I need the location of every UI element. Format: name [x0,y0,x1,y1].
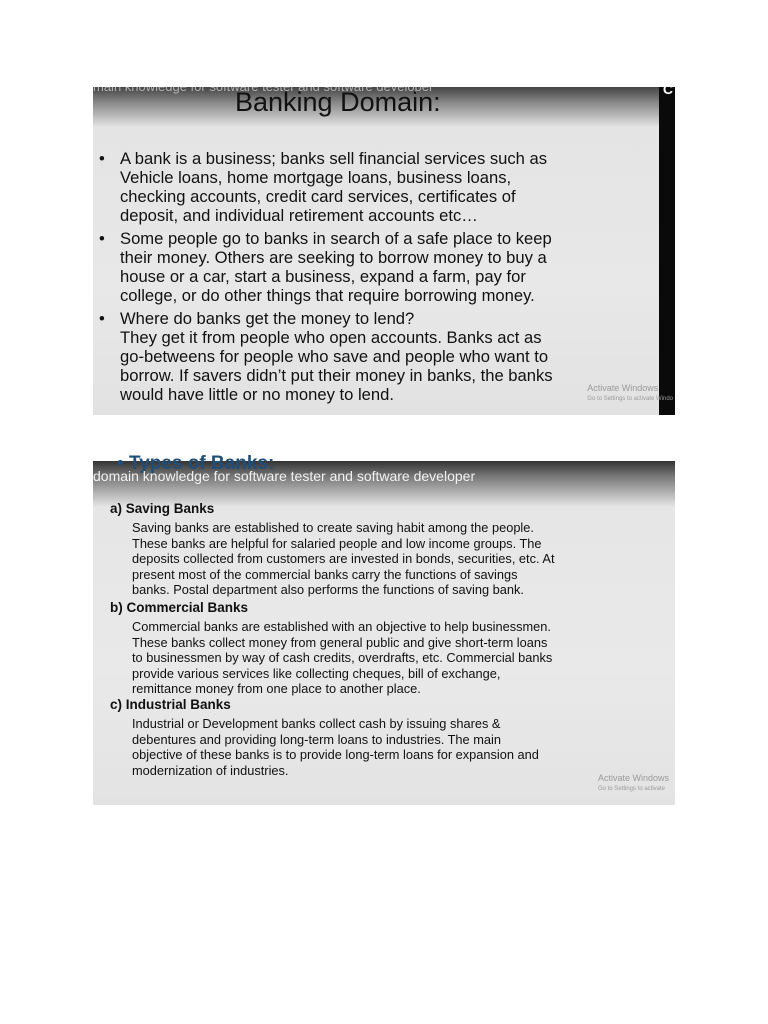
bullet-item [99,309,629,404]
watermark-line: Activate Windows [587,383,659,393]
bullet-line: Some people go to banks in search of a safe place to keep [120,229,552,248]
watermark-subline: Go to Settings to activate [597,786,666,792]
bullet-line: checking accounts, credit card services, certificates of [120,187,516,206]
body-line: provide various services like collecting cheques, bill of exchange, [132,665,501,681]
body-line: debentures and providing long-term loans to industries. The main [132,731,501,747]
bullet-item [99,229,629,305]
corner-glyph: C [662,81,673,97]
watermark-line: Activate Windows [597,773,669,783]
slide-title: Banking Domain: [235,87,441,117]
bullet-line: go-betweens for people who save and people who want to [120,347,549,366]
body-line: Industrial or Development banks collect cash by issuing shares & [132,716,501,731]
bullet-line: A bank is a business; banks sell financial services such as [120,149,548,168]
bullet-line: would have little or no money to lend. [120,385,394,404]
video-frame-banking-domain [93,79,675,415]
section-title: b) Commercial Banks [110,600,249,615]
bullet-line: They get it from people who open accounts. Banks act as [120,328,542,347]
bullet-line: college, or do other things that require borrowing money. [120,286,535,305]
bullet-icon: • [99,229,105,248]
body-line: to businessmen by way of cash credits, overdrafts, etc. Commercial banks [132,650,553,665]
video-title: domain knowledge for software tester and software developer [93,468,476,484]
bullet-icon: • [99,309,105,328]
bullet-list [99,149,629,408]
bullet-line: Vehicle loans, home mortgage loans, business loans, [120,168,512,187]
slide-title: • Types of Banks: [117,453,275,474]
body-line: deposits collected from customers are invested in bonds, securities, etc. At [132,551,555,566]
watermark-subline: Go to Settings to activate Windo [587,396,673,402]
section-title: c) Industrial Banks [110,697,231,712]
activate-windows-watermark [598,773,669,795]
bullet-line: their money. Others are seeking to borrow money to buy a [120,248,547,267]
body-line: These banks are helpful for salaried people and low income groups. The [132,535,542,551]
body-line: remittance money from one place to another place. [132,681,421,696]
section-body [132,520,650,598]
body-line: banks. Postal department also performs the functions of saving bank. [132,582,524,597]
body-line: These banks collect money from general public and give short-term loans [132,634,548,650]
bullet-item [99,149,629,225]
body-line: modernization of industries. [132,762,289,778]
activate-windows-watermark [587,383,673,405]
section-body [132,619,650,697]
video-title: main knowledge for software tester and software developer [93,79,434,94]
bullet-line: deposit, and individual retirement accounts etc… [120,206,478,225]
section-body [132,716,650,778]
bullet-line: borrow. If savers didn’t put their money in banks, the banks [120,366,553,385]
section-saving-banks [110,501,650,598]
section-industrial-banks [110,697,650,778]
body-line: Commercial banks are established with an objective to help businessmen. [132,619,551,634]
bullet-icon: • [99,149,105,168]
video-frame-types-of-banks [93,453,675,805]
section-commercial-banks [110,600,650,697]
bullet-line: Where do banks get the money to lend? [120,309,415,328]
bullet-line: house or a car, start a business, expand a farm, pay for [120,267,526,286]
video-side-bar [659,87,675,415]
body-line: Saving banks are established to create saving habit among the people. [132,520,534,535]
section-title: a) Saving Banks [110,501,215,516]
slide-title-text: Types of Banks: [128,453,275,474]
body-line: objective of these banks is to provide long-term loans for expansion and [132,747,539,762]
body-line: present most of the commercial banks carry the functions of savings [132,566,518,582]
